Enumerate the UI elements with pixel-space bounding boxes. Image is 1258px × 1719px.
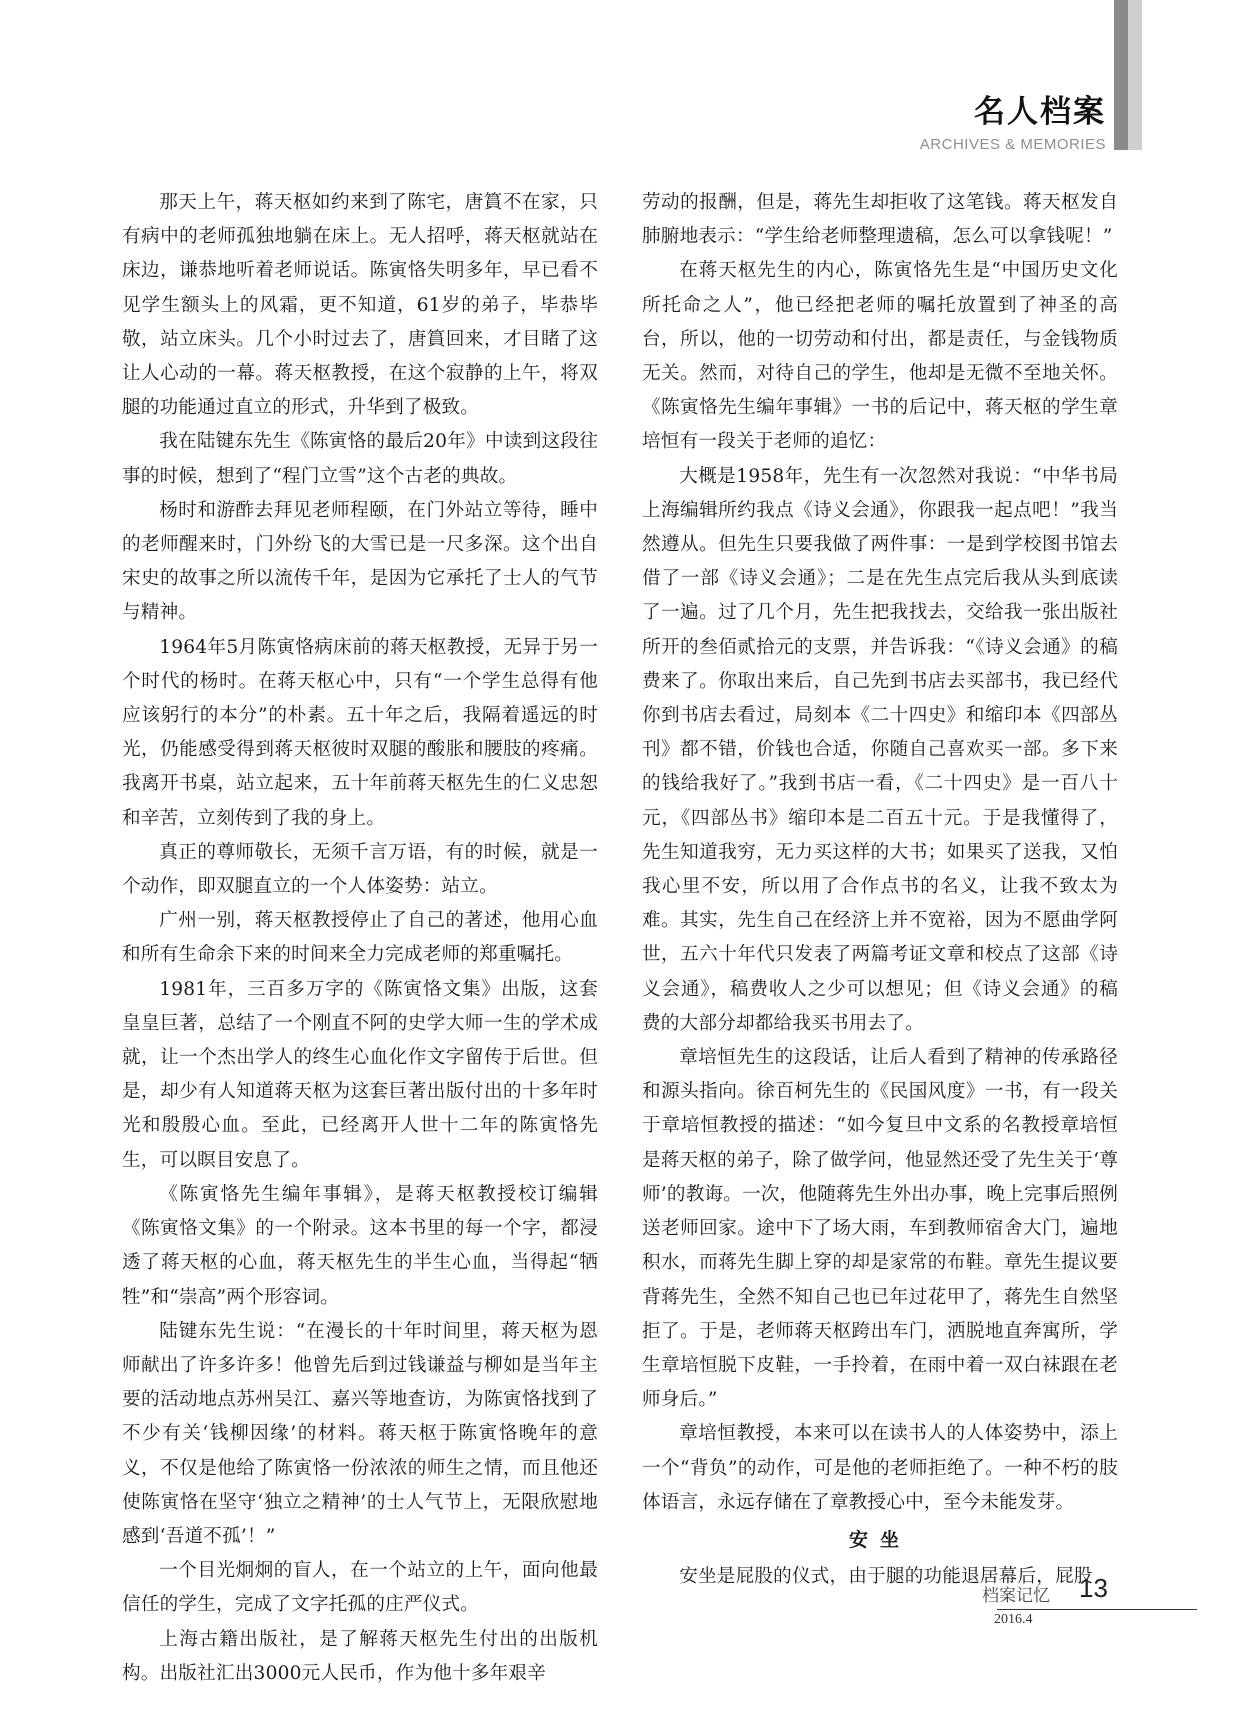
- paragraph: 1981年，三百多万字的《陈寅恪文集》出版，这套皇皇巨著，总结了一个刚直不阿的史学大师一生的学术成就，让一个杰出学人的终生心血化作文字留传于后世。但是，却少有人知道蒋天枢为这套巨著出版付出的十多年时光和殷殷心血。至此，已经离开人世十二年的陈寅恪先生，可以瞑目安息了。: [122, 978, 598, 1171]
- paragraph: 那天上午，蒋天枢如约来到了陈宅，唐篔不在家，只有病中的老师孤独地躺在床上。无人招呼，蒋天枢就站在床边，谦恭地听着老师说话。陈寅恪失明多年，早已看不见学生额头上的风霜，更不知道，61岁的弟子，毕恭毕敬，站立床头。几个小时过去了，唐篔回来，才目睹了这让人心动的一幕。蒋天枢教授，在这个寂静的上午，将双腿的功能通过直立的形式，升华到了极致。: [122, 192, 598, 419]
- decorative-side-bar-light: [1128, 0, 1142, 150]
- paragraph: 在蒋天枢先生的内心，陈寅恪先生是“中国历史文化所托命之人”，他已经把老师的嘱托放置到了神圣的高台，所以，他的一切劳动和付出，都是责任，与金钱物质无关。然而，对待自己的学生，他却是无微不至地关怀。《陈寅恪先生编年事辑》一书的后记中，蒋天枢的学生章培恒有一段关于老师的追忆：: [642, 260, 1118, 453]
- section-title: 名人档案: [974, 94, 1106, 130]
- paragraph: 上海古籍出版社，是了解蒋天枢先生付出的出版机构。出版社汇出3000元人民币，作为他十多年艰辛: [122, 1628, 598, 1684]
- decorative-side-bar: [1114, 0, 1128, 150]
- paragraph: 我在陆键东先生《陈寅恪的最后20年》中读到这段往事的时候，想到了“程门立雪”这个古老的典故。: [122, 431, 598, 487]
- paragraph: 杨时和游酢去拜见老师程颐，在门外站立等待，睡中的老师醒来时，门外纷飞的大雪已是一尺多深。这个出自宋史的故事之所以流传千年，是因为它承托了士人的气节与精神。: [122, 499, 598, 624]
- paragraph: 真正的尊师敬长，无须千言万语，有的时候，就是一个动作，即双腿直立的一个人体姿势：站立。: [122, 841, 598, 898]
- footer-divider: [997, 1609, 1197, 1610]
- section-subtitle: ARCHIVES & MEMORIES: [919, 136, 1106, 153]
- paragraph: 陆键东先生说：“在漫长的十年时间里，蒋天枢为恩师献出了许多许多！他曾先后到过钱谦益与柳如是当年主要的活动地点苏州吴江、嘉兴等地查访，为陈寅恪找到了不少有关‘钱柳因缘’的材料。蒋天枢于陈寅恪晚年的意义，不仅是他给了陈寅恪一份浓浓的师生之情，而且他还使陈寅恪在坚守‘独立之精神’的士人气节上，无限欣慰地感到‘吾道不孤’！”: [122, 1320, 598, 1547]
- subheading: 安坐: [848, 1528, 911, 1551]
- paragraph-continuation: 劳动的报酬，但是，蒋先生却拒收了这笔钱。蒋天枢发自肺腑地表示：“学生给老师整理遗稿，怎么可以拿钱呢！”: [642, 192, 1118, 248]
- page-number: 13: [1079, 1573, 1108, 1603]
- paragraph: 一个目光炯炯的盲人，在一个站立的上午，面向他最信任的学生，完成了文字托孤的庄严仪式。: [122, 1560, 598, 1616]
- issue-date: 2016.4: [994, 1612, 1033, 1627]
- paragraph: 章培恒教授，本来可以在读书人的人体姿势中，添上一个“背负”的动作，可是他的老师拒绝了。一种不朽的肢体语言，永远存储在了章教授心中，至今未能发芽。: [642, 1423, 1118, 1513]
- paragraph: 1964年5月陈寅恪病床前的蒋天枢教授，无异于另一个时代的杨时。在蒋天枢心中，只有“一个学生总得有他应该躬行的本分”的朴素。五十年之后，我隔着遥远的时光，仍能感受得到蒋天枢彼时双腿的酸胀和腰肢的疼痛。我离开书桌，站立起来，五十年前蒋天枢先生的仁义忠恕和辛苦，立刻传到了我的身上。: [122, 636, 598, 829]
- paragraph: 广州一别，蒋天枢教授停止了自己的著述，他用心血和所有生命余下来的时间来全力完成老师的郑重嘱托。: [122, 910, 598, 966]
- paragraph: 《陈寅恪先生编年事辑》，是蒋天枢教授校订编辑《陈寅恪文集》的一个附录。这本书里的每一个字，都浸透了蒋天枢的心血，蒋天枢先生的半生心血，当得起“牺牲”和“崇高”两个形容词。: [122, 1183, 598, 1308]
- right-column: [642, 186, 1118, 1594]
- paragraph: 大概是1958年，先生有一次忽然对我说：“中华书局上海编辑所约我点《诗义会通》，你跟我一起点吧！”我当然遵从。但先生只要我做了两件事：一是到学校图书馆去借了一部《诗义会通》；二是在先生点完后我从头到底读了一遍。过了几个月，先生把我找去，交给我一张出版社所开的叁佰贰拾元的支票，并告诉我：“《诗义会通》的稿费来了。你取出来后，自己先到书店去买部书，我已经代你到书店去看过，局刻本《二十四史》和缩印本《四部丛刊》都不错，价钱也合适，你随自己喜欢买一部。多下来的钱给我好了。”我到书店一看，《二十四史》是一百八十元，《四部丛书》缩印本是二百五十元。于是我懂得了，先生知道我穷，无力买这样的大书；如果买了送我，又怕我心里不安，所以用了合作点书的名义，让我不致太为难。其实，先生自己在经济上并不宽裕，因为不愿曲学阿世，五六十年代只发表了两篇考证文章和校点了这部《诗义会通》，稿费收人之少可以想见；但《诗义会通》的稿费的大部分却都给我买书用去了。: [642, 465, 1118, 1034]
- paragraph: 安坐是屁股的仪式，由于腿的功能退居幕后，屁股: [679, 1565, 1093, 1587]
- journal-name: 档案记忆: [982, 1586, 1050, 1606]
- left-column: [122, 186, 598, 1691]
- paragraph: 章培恒先生的这段话，让后人看到了精神的传承路径和源头指向。徐百柯先生的《民国风度》一书，有一段关于章培恒教授的描述：“如今复旦中文系的名教授章培恒是蒋天枢的弟子，除了做学问，他显然还受了先生关于‘尊师’的教诲。一次，他随蒋先生外出办事，晚上完事后照例送老师回家。途中下了场大雨，车到教师宿舍大门，遍地积水，而蒋先生脚上穿的却是家常的布鞋。章先生提议要背蒋先生，全然不知自己也已年过花甲了，蒋先生自然坚拒了。于是，老师蒋天枢跨出车门，洒脱地直奔寓所，学生章培恒脱下皮鞋，一手拎着，在雨中着一双白袜跟在老师身后。”: [642, 1047, 1118, 1411]
